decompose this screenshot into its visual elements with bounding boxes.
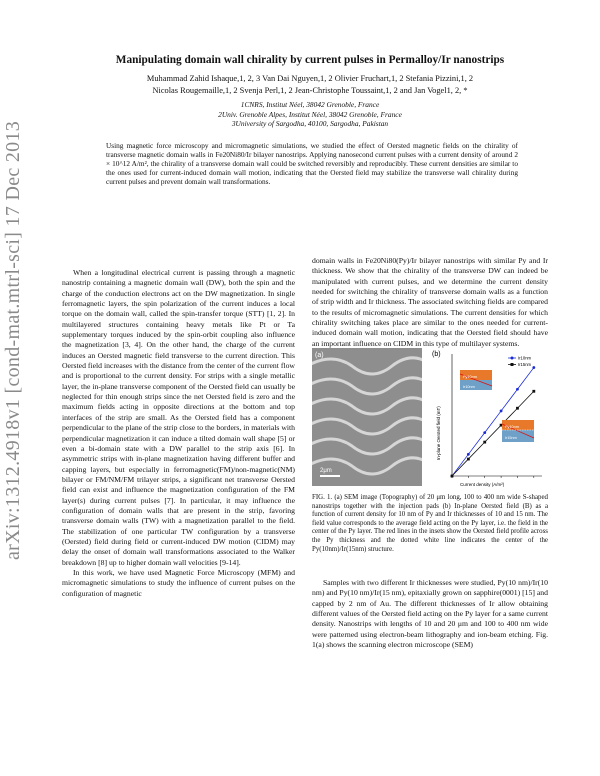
- author-line-1: Muhammad Zahid Ishaque,1, 2, 3 Van Dai Nguyen,1, 2 Olivier Fruchart,1, 2 Stefania Pizzini,1, 2: [146, 74, 474, 83]
- figure-caption: FIG. 1. (a) SEM image (Topography) of 20 μm long, 100 to 400 nm wide S-shaped nanostrips together with the injection pads (b) In-plane Oersted field (B) as a function of current density for 10 nm of Py and Ir thicknesses of 10 and 15 nm. The field value corresponds to the average field acting on the Py layer, i.e. the field in the center of the Py layer. The red lines in the insets show the Oersted field profile across the Py thickness and the dotted white line indicates the center of the Py(10nm)/Ir(15nm) structure.: [312, 494, 548, 553]
- data-point-Ir15nm: [467, 458, 470, 461]
- legend-ir15: Ir15nm: [518, 362, 532, 367]
- inset-top-py-label: Py10nm: [463, 375, 477, 379]
- figure-1: [312, 348, 548, 488]
- panel-b-label: (b): [432, 351, 441, 358]
- affiliation-3: 3University of Sargodha, 40100, Sargodha, Pakistan: [231, 119, 389, 129]
- data-point-Ir15nm: [532, 390, 535, 393]
- inset-bottom: [502, 420, 534, 442]
- data-point-Ir15nm: [516, 407, 519, 410]
- inset-top-ir-label: Ir10nm: [463, 385, 475, 389]
- inset-top: [460, 370, 492, 390]
- author-list: [70, 73, 550, 97]
- right-column-bottom: [312, 578, 548, 650]
- panel-a-label: (a): [315, 352, 324, 359]
- oersted-field-chart: [430, 348, 548, 488]
- data-point-Ir15nm: [483, 441, 486, 444]
- affiliation-list: [90, 100, 530, 129]
- data-point-Ir10nm: [532, 366, 535, 369]
- data-point-Ir10nm: [467, 453, 470, 456]
- scale-bar-label: 2μm: [320, 468, 332, 474]
- intro-paragraph: When a longitudinal electrical current is passing through a magnetic nanostrip containing a magnetic domain wall (DW), both the spin and the charge of the conduction electrons act on the DW magnetization. In single ferromagnetic layers, the spin polarization of the current induces a local torque on the domain wall, called the spin-transfer torque (STT) [1, 2]. In multilayered structures containing heavy metals like Pt or Ta supplementary torques induced by the spin-orbit coupling also influence the magnetization [3, 4]. On the other hand, the charge of the current induces an Oersted magnetic field transverse to the current direction. This Oersted field increases with the distance from the center of the current flow and is proportional to the current density. For strips with a single metallic layer, the in-plane transverse component of the Oersted field can usually be neglected for thin enough strips since the net Oersted field is zero and the maximum fields acting in opposite directions at the bottom and top interfaces of the strip are small. As the Oersted field has a component perpendicular to the plane of the strip close to the borders, in materials with perpendicular magnetization it can induce a tilted domain wall shape [5] or even a bi-domain state with a DW parallel to the strip axis [6]. In asymmetric strips with in-plane magnetization having different buffer and capping layers, but especially in ferromagnetic(FM)/non-magnetic(NM) bilayer or FM/NM/FM trilayer strips, a significant net transverse Oersted field can exist and influence the magnetization configuration of the FM layer(s) during current pulses [7]. In particular, it may influence the configuration of domain walls that are present in the strip, favoring transverse domain walls (TW) with a magnetization parallel to the field. The stabilization of one particular TW configuration by a transverse (Oersted) field during field or current-induced DW motion (CIDM) may delay the onset of domain wall transformations associated to the Walker breakdown [8] up to higher domain wall velocities [9-14].: [62, 268, 295, 567]
- left-column: [62, 268, 295, 599]
- paper-title: Manipulating domain wall chirality by current pulses in Permalloy/Ir nanostrips: [115, 54, 505, 66]
- affiliation-1: 1CNRS, Institut Néel, 38042 Grenoble, France: [240, 100, 380, 109]
- right-column-top: [312, 256, 548, 349]
- data-point-Ir10nm: [483, 431, 486, 434]
- inset-bottom-py-label: Py10nm: [505, 425, 519, 429]
- chart-legend: [508, 356, 532, 368]
- affiliation-2: 2Univ. Grenoble Alpes, Institut Néel, 38042 Grenoble, France: [218, 109, 402, 119]
- right-paragraph-bottom: Samples with two different Ir thicknesses were studied, Py(10 nm)/Ir(10 nm) and Py(10 nm)/Ir(15 nm), epitaxially grown on sapphire(0001) [15] and capped by 2 nm of Au. The different thicknesses of Ir allow obtaining different values of the Oersted field acting on the Py layer for a same current density. Nanostrips with lengths of 10 and 20 μm and 100 to 400 nm wide were patterned using electron-beam lithography and ion-beam etching. Fig. 1(a) shows the scanning electron microscope (SEM): [312, 578, 548, 650]
- data-point-Ir15nm: [451, 475, 454, 478]
- sem-image: [312, 348, 422, 486]
- inset-bottom-ir-label: Ir15nm: [505, 436, 517, 440]
- chart-ylabel: In-plane Oersted field (mT): [436, 406, 441, 460]
- data-point-Ir10nm: [516, 388, 519, 391]
- author-line-2: Nicolas Rougemaille,1, 2 Svenja Perl,1, 2 Jean-Christophe Toussaint,1, 2 and Jan Vogel1, 2, *: [152, 86, 468, 95]
- chart-xlabel: Current density (A/m²): [460, 482, 505, 487]
- abstract: Using magnetic force microscopy and micromagnetic simulations, we studied the effect of Oersted magnetic fields on the chirality of transverse magnetic domain walls in Fe20Ni80/Ir bilayer nanostrips. Applying nanosecond current pulses with a current density of around 2 × 10^12 A/m², the chirality of a transverse domain wall could be switched reversibly and reproducibly. These current densities are similar to the ones used for current-induced domain wall motion, indicating that the Oersted field may stabilize the transverse wall chirality during current pulses and prevent domain wall transformations.: [106, 141, 518, 186]
- data-point-Ir10nm: [500, 410, 503, 413]
- right-paragraph-top: domain walls in Fe20Ni80(Py)/Ir bilayer nanostrips with similar Py and Ir thickness. We show that the chirality of the transverse DW can indeed be manipulated with current pulses, and we determine the current density needed for switching the chirality of transverse domain walls as a function of strip width and Ir thickness. The associated switching fields are compared to the results of micromagnetic simulations. The current densities for which chirality switching takes place are similar to the ones needed for current-induced domain wall motion, indicating that the Oersted field should have an important influence on CIDM in this type of multilayer systems.: [312, 256, 548, 348]
- legend-ir10: Ir10nm: [518, 355, 532, 361]
- chart-svg: [430, 348, 548, 488]
- work-paragraph: In this work, we have used Magnetic Force Microscopy (MFM) and micromagnetic simulations to study the influence of current pulses on the configuration of magnetic: [62, 567, 295, 598]
- sem-image-panel: [312, 348, 422, 486]
- arxiv-identifier: arXiv:1312.4918v1 [cond-mat.mtrl-sci] 17 Dec 2013: [2, 120, 24, 560]
